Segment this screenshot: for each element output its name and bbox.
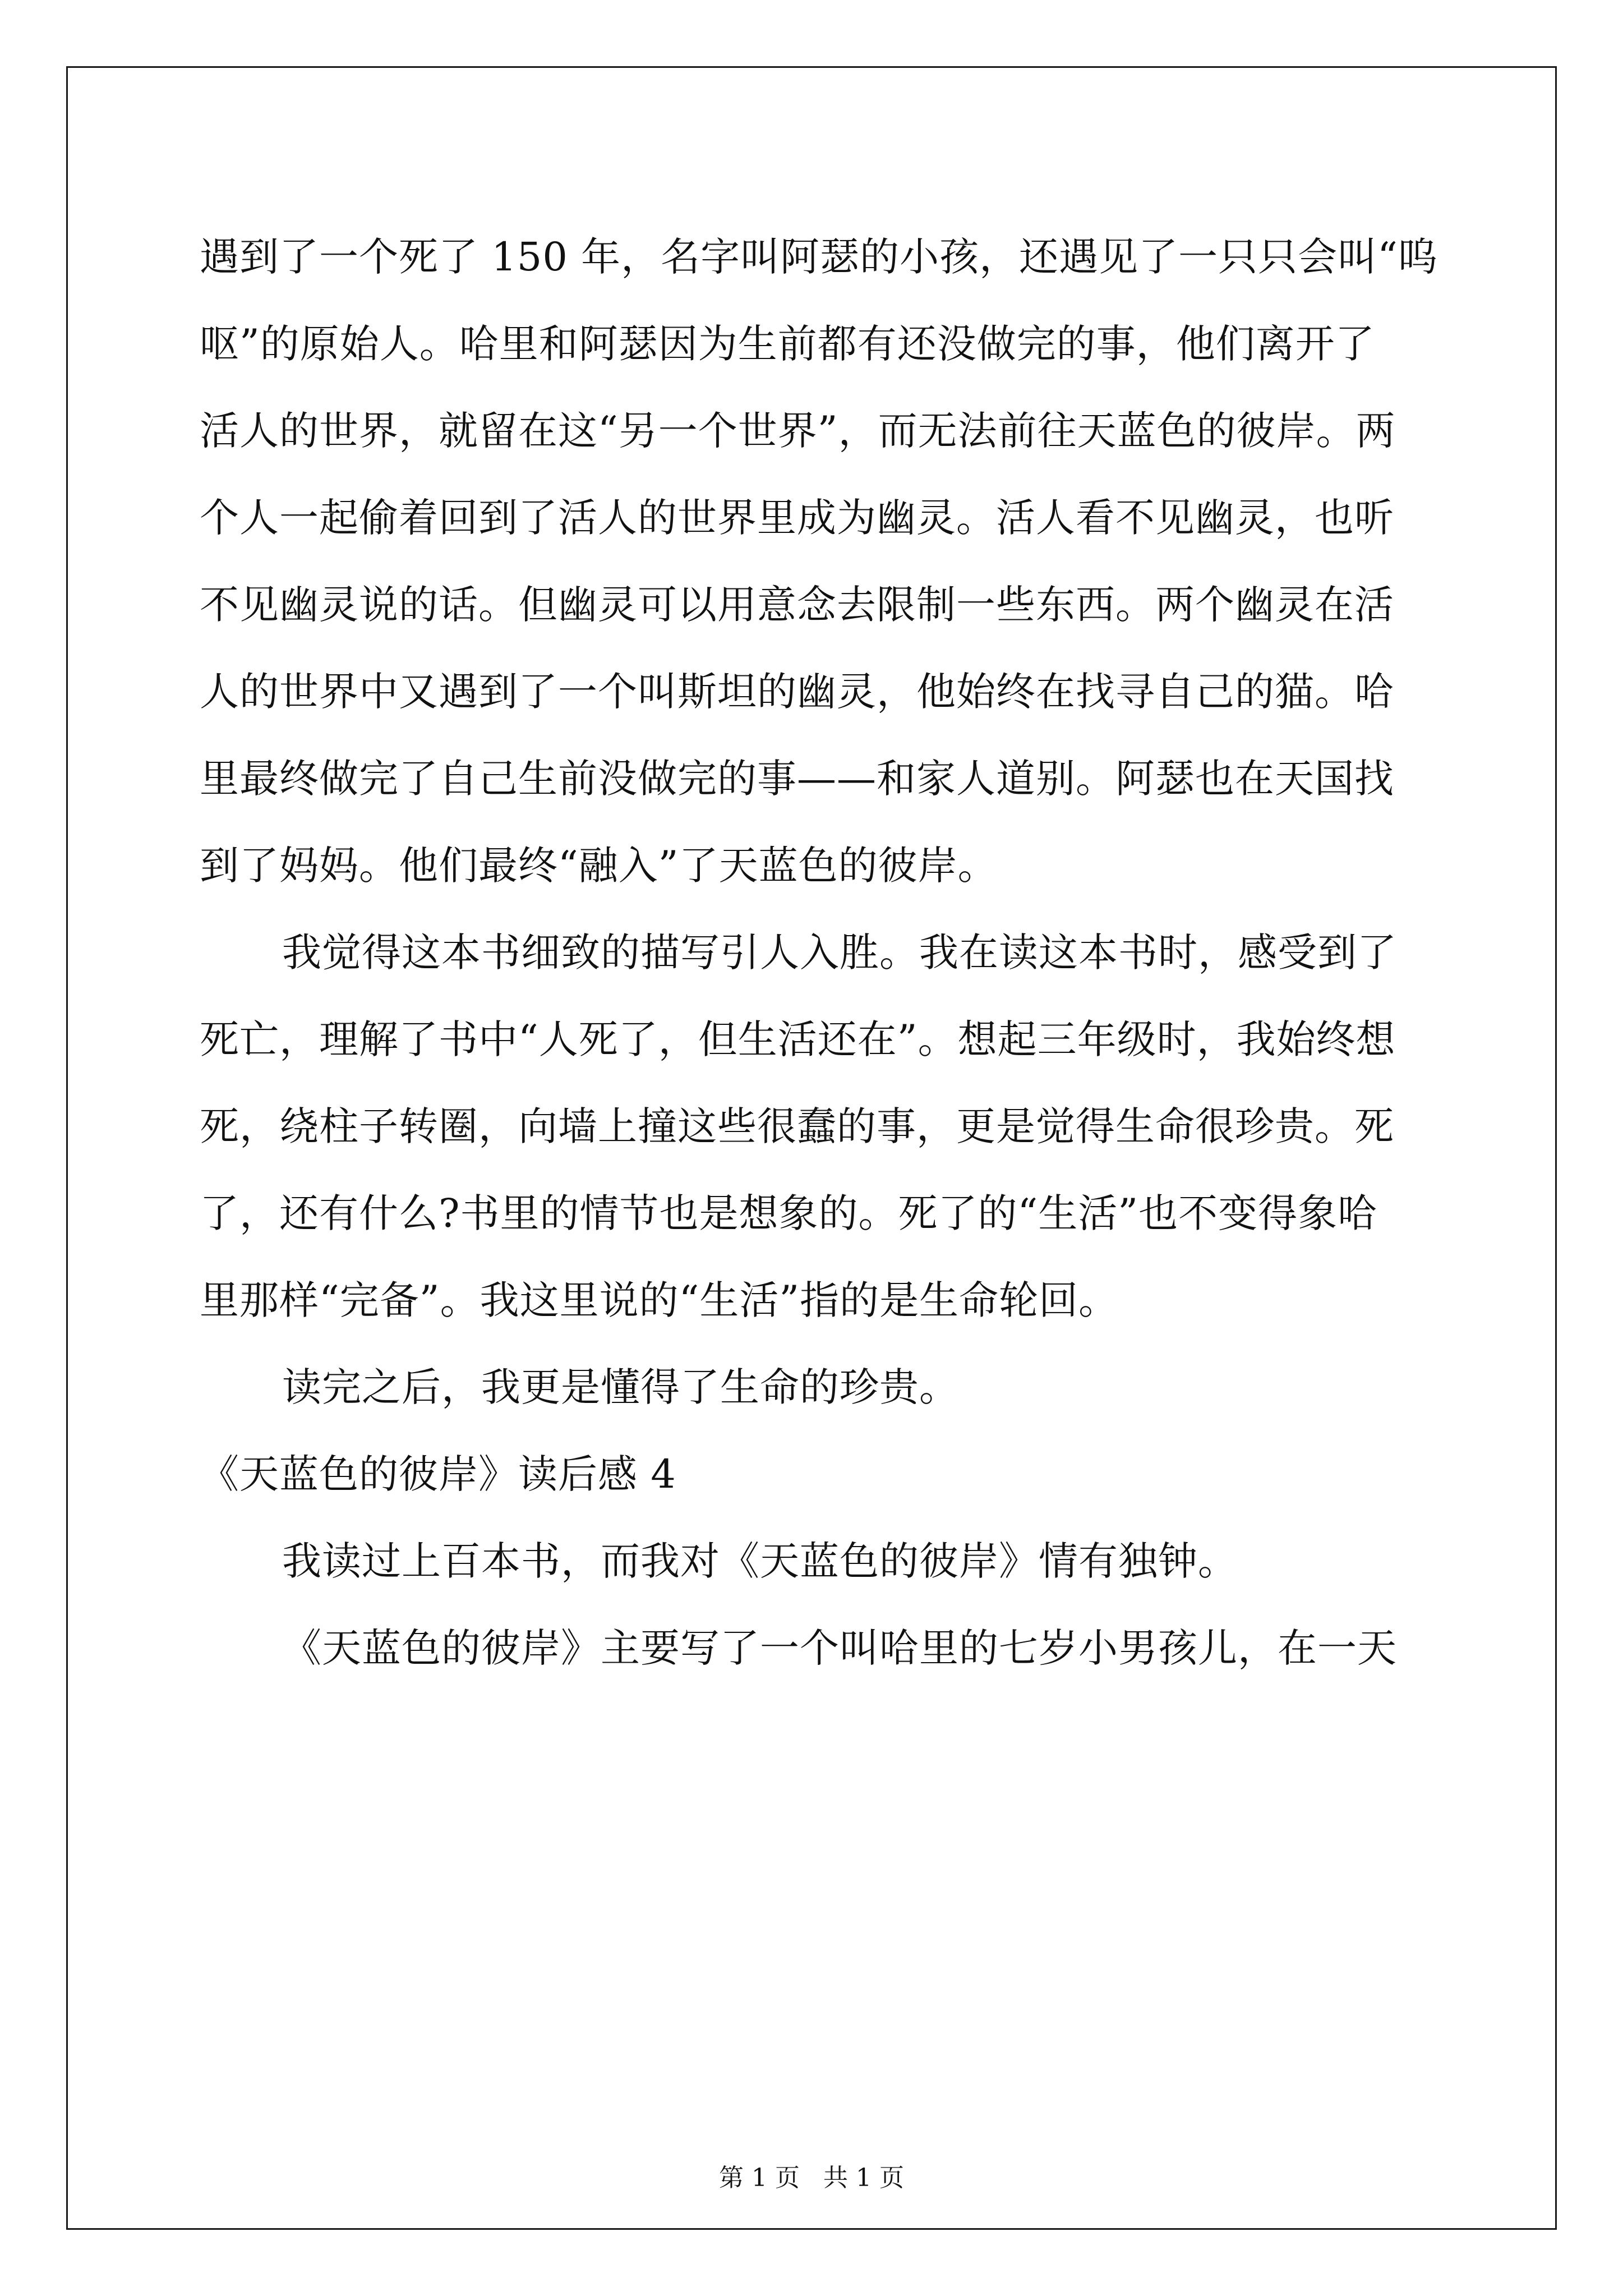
- body-text-line: 活人的世界，就留在这“另一个世界”，而无法前往天蓝色的彼岸。两: [200, 408, 1396, 454]
- body-text-line: 到了妈妈。他们最终“融入”了天蓝色的彼岸。: [200, 843, 998, 889]
- section-heading: 《天蓝色的彼岸》读后感 4: [200, 1451, 676, 1497]
- body-text-line: 死亡，理解了书中“人死了，但生活还在”。想起三年级时，我始终想: [200, 1016, 1396, 1062]
- page-number-footer: 第 1 页 共 1 页: [719, 2164, 904, 2192]
- body-text-line: 呕”的原始人。哈里和阿瑟因为生前都有还没做完的事，他们离开了: [200, 321, 1375, 367]
- body-text-line: 不见幽灵说的话。但幽灵可以用意念去限制一些东西。两个幽灵在活: [200, 582, 1394, 628]
- body-text-line: 死，绕柱子转圈，向墙上撞这些很蠢的事，更是觉得生命很珍贵。死: [200, 1103, 1394, 1149]
- paragraph-first-line: 我觉得这本书细致的描写引人入胜。我在读这本书时，感受到了: [282, 930, 1397, 976]
- paragraph-first-line: 《天蓝色的彼岸》主要写了一个叫哈里的七岁小男孩儿，在一天: [282, 1625, 1397, 1671]
- body-text-line: 个人一起偷着回到了活人的世界里成为幽灵。活人看不见幽灵，也听: [200, 495, 1394, 541]
- body-text-line: 里最终做完了自己生前没做完的事——和家人道别。阿瑟也在天国找: [200, 756, 1394, 802]
- body-text-line: 遇到了一个死了 150 年，名字叫阿瑟的小孩，还遇见了一只只会叫“呜: [200, 234, 1438, 280]
- paragraph-first-line: 读完之后，我更是懂得了生命的珍贵。: [282, 1364, 959, 1410]
- body-text-line: 里那样“完备”。我这里说的“生活”指的是生命轮回。: [200, 1277, 1119, 1323]
- body-text-line: 了，还有什么?书里的情节也是想象的。死了的“生活”也不变得象哈: [200, 1190, 1378, 1236]
- body-text-line: 人的世界中又遇到了一个叫斯坦的幽灵，他始终在找寻自己的猫。哈: [200, 669, 1394, 715]
- paragraph-first-line: 我读过上百本书，而我对《天蓝色的彼岸》情有独钟。: [282, 1538, 1238, 1584]
